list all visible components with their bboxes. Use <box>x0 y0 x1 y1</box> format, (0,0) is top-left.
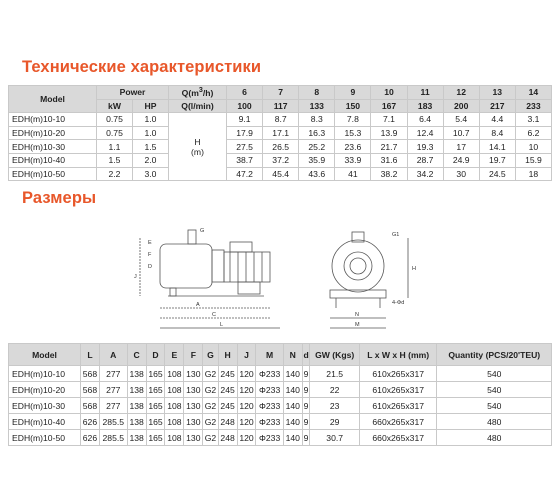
dim-label: H <box>412 266 416 272</box>
dims-cell: 120 <box>237 398 256 414</box>
spec-cell: EDH(m)10-30 <box>9 140 97 154</box>
dim-label: M <box>355 322 360 328</box>
spec-cell: 12.4 <box>407 126 443 140</box>
dims-cell: 140 <box>283 414 302 430</box>
dim-label: A <box>196 302 200 308</box>
spec-cell: 19.3 <box>407 140 443 154</box>
spec-cell: 6.2 <box>515 126 551 140</box>
dims-row <box>9 414 552 430</box>
dims-col-header: F <box>184 344 203 366</box>
spec-header-row-1 <box>9 86 552 100</box>
spec-cell: 41 <box>335 167 371 181</box>
spec-cell: 7.1 <box>371 113 407 127</box>
dims-cell: 165 <box>146 414 165 430</box>
col-q-7: 7 <box>263 86 299 100</box>
spec-row <box>9 140 552 154</box>
spec-cell: 13.9 <box>371 126 407 140</box>
dims-cell: 138 <box>127 430 146 446</box>
dims-cell: 165 <box>146 430 165 446</box>
spec-cell: 0.75 <box>97 126 133 140</box>
dims-cell: 9 <box>302 366 310 382</box>
dim-label: 4-Φd <box>392 300 405 306</box>
col-l-150: 150 <box>335 99 371 113</box>
dims-cell: EDH(m)10-40 <box>9 414 81 430</box>
dims-cell: 108 <box>165 366 184 382</box>
spec-cell: 47.2 <box>227 167 263 181</box>
dims-cell: 277 <box>99 398 127 414</box>
dims-cell: 610x265x317 <box>359 382 437 398</box>
dims-cell: 9 <box>302 430 310 446</box>
dims-cell: 130 <box>184 382 203 398</box>
dims-cell: Φ233 <box>256 398 283 414</box>
spec-cell: 17.1 <box>263 126 299 140</box>
dims-cell: Φ233 <box>256 414 283 430</box>
spec-cell: 38.2 <box>371 167 407 181</box>
spec-cell: 9.1 <box>227 113 263 127</box>
dims-col-header: L x W x H (mm) <box>359 344 437 366</box>
col-model: Model <box>9 86 97 113</box>
spec-cell: 14.1 <box>479 140 515 154</box>
dims-cell: Φ233 <box>256 366 283 382</box>
dims-cell: 277 <box>99 382 127 398</box>
dims-cell: 9 <box>302 414 310 430</box>
spec-cell: 2.0 <box>133 153 169 167</box>
spec-cell: 25.2 <box>299 140 335 154</box>
dim-label: G <box>200 228 205 234</box>
dims-cell: 138 <box>127 398 146 414</box>
dims-col-header: A <box>99 344 127 366</box>
head-label-cell <box>169 113 227 181</box>
spec-cell: 33.9 <box>335 153 371 167</box>
col-q-6: 6 <box>227 86 263 100</box>
spec-cell: EDH(m)10-10 <box>9 113 97 127</box>
dims-cell: 245 <box>218 398 237 414</box>
spec-cell: EDH(m)10-40 <box>9 153 97 167</box>
col-l-167: 167 <box>371 99 407 113</box>
spec-cell: 24.9 <box>443 153 479 167</box>
dims-cell: EDH(m)10-10 <box>9 366 81 382</box>
col-q-8: 8 <box>299 86 335 100</box>
dims-cell: 285.5 <box>99 414 127 430</box>
col-l-233: 233 <box>515 99 551 113</box>
dim-label: F <box>148 252 152 258</box>
col-l-117: 117 <box>263 99 299 113</box>
dims-col-header: d <box>302 344 310 366</box>
spec-cell: EDH(m)10-50 <box>9 167 97 181</box>
dims-cell: 130 <box>184 414 203 430</box>
spec-cell: 15.9 <box>515 153 551 167</box>
spec-cell: 28.7 <box>407 153 443 167</box>
spec-cell: 17 <box>443 140 479 154</box>
spec-cell: 19.7 <box>479 153 515 167</box>
spec-cell: 8.3 <box>299 113 335 127</box>
col-q-12: 12 <box>443 86 479 100</box>
dims-cell: 23 <box>310 398 360 414</box>
dims-cell: 285.5 <box>99 430 127 446</box>
spec-cell: 17.9 <box>227 126 263 140</box>
spec-cell: 38.7 <box>227 153 263 167</box>
spec-table <box>8 85 552 181</box>
dim-label: J <box>134 274 137 280</box>
col-hp: HP <box>133 99 169 113</box>
dim-label: G1 <box>392 232 400 238</box>
dims-cell: 480 <box>437 430 552 446</box>
spec-cell: 1.0 <box>133 113 169 127</box>
col-l-100: 100 <box>227 99 263 113</box>
dims-col-header: E <box>165 344 184 366</box>
col-kw: kW <box>97 99 133 113</box>
spec-cell: 1.5 <box>97 153 133 167</box>
dims-cell: 120 <box>237 382 256 398</box>
dims-cell: 138 <box>127 366 146 382</box>
dims-row <box>9 366 552 382</box>
dims-cell: 108 <box>165 414 184 430</box>
dims-cell: 540 <box>437 366 552 382</box>
dims-cell: Φ233 <box>256 382 283 398</box>
dims-cell: 626 <box>81 430 100 446</box>
dims-cell: 245 <box>218 366 237 382</box>
dims-cell: G2 <box>203 382 218 398</box>
dims-col-header: Model <box>9 344 81 366</box>
dims-table <box>8 343 552 446</box>
spec-cell: 23.6 <box>335 140 371 154</box>
dim-label: C <box>212 312 216 318</box>
col-q-9: 9 <box>335 86 371 100</box>
col-q-m3h: $Q(m^3/h)$ <box>169 86 227 100</box>
dim-label: D <box>148 264 152 270</box>
spec-cell: 27.5 <box>227 140 263 154</box>
dims-cell: EDH(m)10-50 <box>9 430 81 446</box>
dim-label: L <box>220 322 224 328</box>
dims-cell: EDH(m)10-20 <box>9 382 81 398</box>
spec-cell: 45.4 <box>263 167 299 181</box>
spec-cell: 26.5 <box>263 140 299 154</box>
dims-cell: 120 <box>237 414 256 430</box>
col-q-10: 10 <box>371 86 407 100</box>
spec-cell: 8.7 <box>263 113 299 127</box>
head-unit: (m) <box>191 146 204 157</box>
dims-cell: 138 <box>127 382 146 398</box>
spec-cell: 15.3 <box>335 126 371 140</box>
dims-col-header: L <box>81 344 100 366</box>
dims-cell: 480 <box>437 414 552 430</box>
dims-cell: 660x265x317 <box>359 430 437 446</box>
dims-cell: 165 <box>146 382 165 398</box>
spec-cell: 3.1 <box>515 113 551 127</box>
dims-cell: Φ233 <box>256 430 283 446</box>
dims-col-header: C <box>127 344 146 366</box>
dims-cell: 120 <box>237 430 256 446</box>
dims-cell: 610x265x317 <box>359 366 437 382</box>
dims-cell: G2 <box>203 366 218 382</box>
dims-cell: 108 <box>165 430 184 446</box>
dims-cell: G2 <box>203 414 218 430</box>
dims-cell: 140 <box>283 382 302 398</box>
spec-row <box>9 167 552 181</box>
dims-cell: 626 <box>81 414 100 430</box>
dims-row <box>9 430 552 446</box>
col-q-lmin: Q(l/min) <box>169 99 227 113</box>
spec-cell: 1.1 <box>97 140 133 154</box>
spec-cell: 3.0 <box>133 167 169 181</box>
dims-col-header: D <box>146 344 165 366</box>
dims-row <box>9 382 552 398</box>
col-l-183: 183 <box>407 99 443 113</box>
dims-cell: 568 <box>81 382 100 398</box>
dims-title: Размеры <box>22 189 97 207</box>
spec-cell: 35.9 <box>299 153 335 167</box>
dims-col-header: N <box>283 344 302 366</box>
spec-cell: 16.3 <box>299 126 335 140</box>
head-label: H <box>194 136 201 147</box>
dims-col-header: GW (Kgs) <box>310 344 360 366</box>
dim-label: N <box>355 312 359 318</box>
pump-dimension-drawing <box>130 222 430 340</box>
spec-cell: 1.0 <box>133 126 169 140</box>
dims-cell: 140 <box>283 430 302 446</box>
dims-cell: 140 <box>283 366 302 382</box>
dims-cell: 21.5 <box>310 366 360 382</box>
spec-cell: 18 <box>515 167 551 181</box>
dims-cell: 29 <box>310 414 360 430</box>
spec-body <box>9 113 552 181</box>
dims-cell: 138 <box>127 414 146 430</box>
spec-cell: 8.4 <box>479 126 515 140</box>
spec-cell: 10.7 <box>443 126 479 140</box>
dims-cell: 130 <box>184 430 203 446</box>
dim-label: E <box>148 240 152 246</box>
col-l-200: 200 <box>443 99 479 113</box>
spec-cell: 4.4 <box>479 113 515 127</box>
spec-cell: 10 <box>515 140 551 154</box>
spec-cell: EDH(m)10-20 <box>9 126 97 140</box>
dims-col-header: G <box>203 344 218 366</box>
dims-cell: 277 <box>99 366 127 382</box>
spec-cell: 5.4 <box>443 113 479 127</box>
spec-cell: 30 <box>443 167 479 181</box>
col-l-133: 133 <box>299 99 335 113</box>
dims-cell: 568 <box>81 366 100 382</box>
dims-col-header: H <box>218 344 237 366</box>
spec-cell: 34.2 <box>407 167 443 181</box>
dims-cell: 610x265x317 <box>359 398 437 414</box>
col-q-14: 14 <box>515 86 551 100</box>
dims-cell: 9 <box>302 398 310 414</box>
spec-title: Технические характеристики <box>22 58 262 76</box>
spec-row <box>9 153 552 167</box>
dims-col-header: Quantity (PCS/20'TEU) <box>437 344 552 366</box>
spec-cell: 2.2 <box>97 167 133 181</box>
dims-cell: G2 <box>203 398 218 414</box>
dims-row <box>9 398 552 414</box>
dims-cell: 165 <box>146 398 165 414</box>
spec-cell: 7.8 <box>335 113 371 127</box>
spec-cell: 6.4 <box>407 113 443 127</box>
dims-cell: 108 <box>165 398 184 414</box>
dims-body <box>9 366 552 446</box>
dims-cell: 660x265x317 <box>359 414 437 430</box>
spec-cell: 37.2 <box>263 153 299 167</box>
col-l-217: 217 <box>479 99 515 113</box>
dims-header-row <box>9 344 552 366</box>
dims-cell: 248 <box>218 430 237 446</box>
dims-cell: 9 <box>302 382 310 398</box>
spec-cell: 31.6 <box>371 153 407 167</box>
dims-cell: 540 <box>437 382 552 398</box>
col-q-11: 11 <box>407 86 443 100</box>
dims-cell: 108 <box>165 382 184 398</box>
dims-cell: 30.7 <box>310 430 360 446</box>
spec-cell: 24.5 <box>479 167 515 181</box>
spec-row <box>9 113 552 127</box>
dims-cell: G2 <box>203 430 218 446</box>
spec-cell: 1.5 <box>133 140 169 154</box>
dims-cell: 140 <box>283 398 302 414</box>
spec-row <box>9 126 552 140</box>
dims-cell: 540 <box>437 398 552 414</box>
spec-cell: 21.7 <box>371 140 407 154</box>
dims-cell: 130 <box>184 366 203 382</box>
spec-cell: 43.6 <box>299 167 335 181</box>
dims-cell: 248 <box>218 414 237 430</box>
dims-cell: 22 <box>310 382 360 398</box>
col-q-13: 13 <box>479 86 515 100</box>
dims-cell: 568 <box>81 398 100 414</box>
col-power: Power <box>97 86 169 100</box>
dims-cell: 165 <box>146 366 165 382</box>
dims-col-header: M <box>256 344 283 366</box>
dims-cell: 245 <box>218 382 237 398</box>
spec-cell: 0.75 <box>97 113 133 127</box>
dims-col-header: J <box>237 344 256 366</box>
dims-cell: 130 <box>184 398 203 414</box>
dims-cell: 120 <box>237 366 256 382</box>
dims-cell: EDH(m)10-30 <box>9 398 81 414</box>
